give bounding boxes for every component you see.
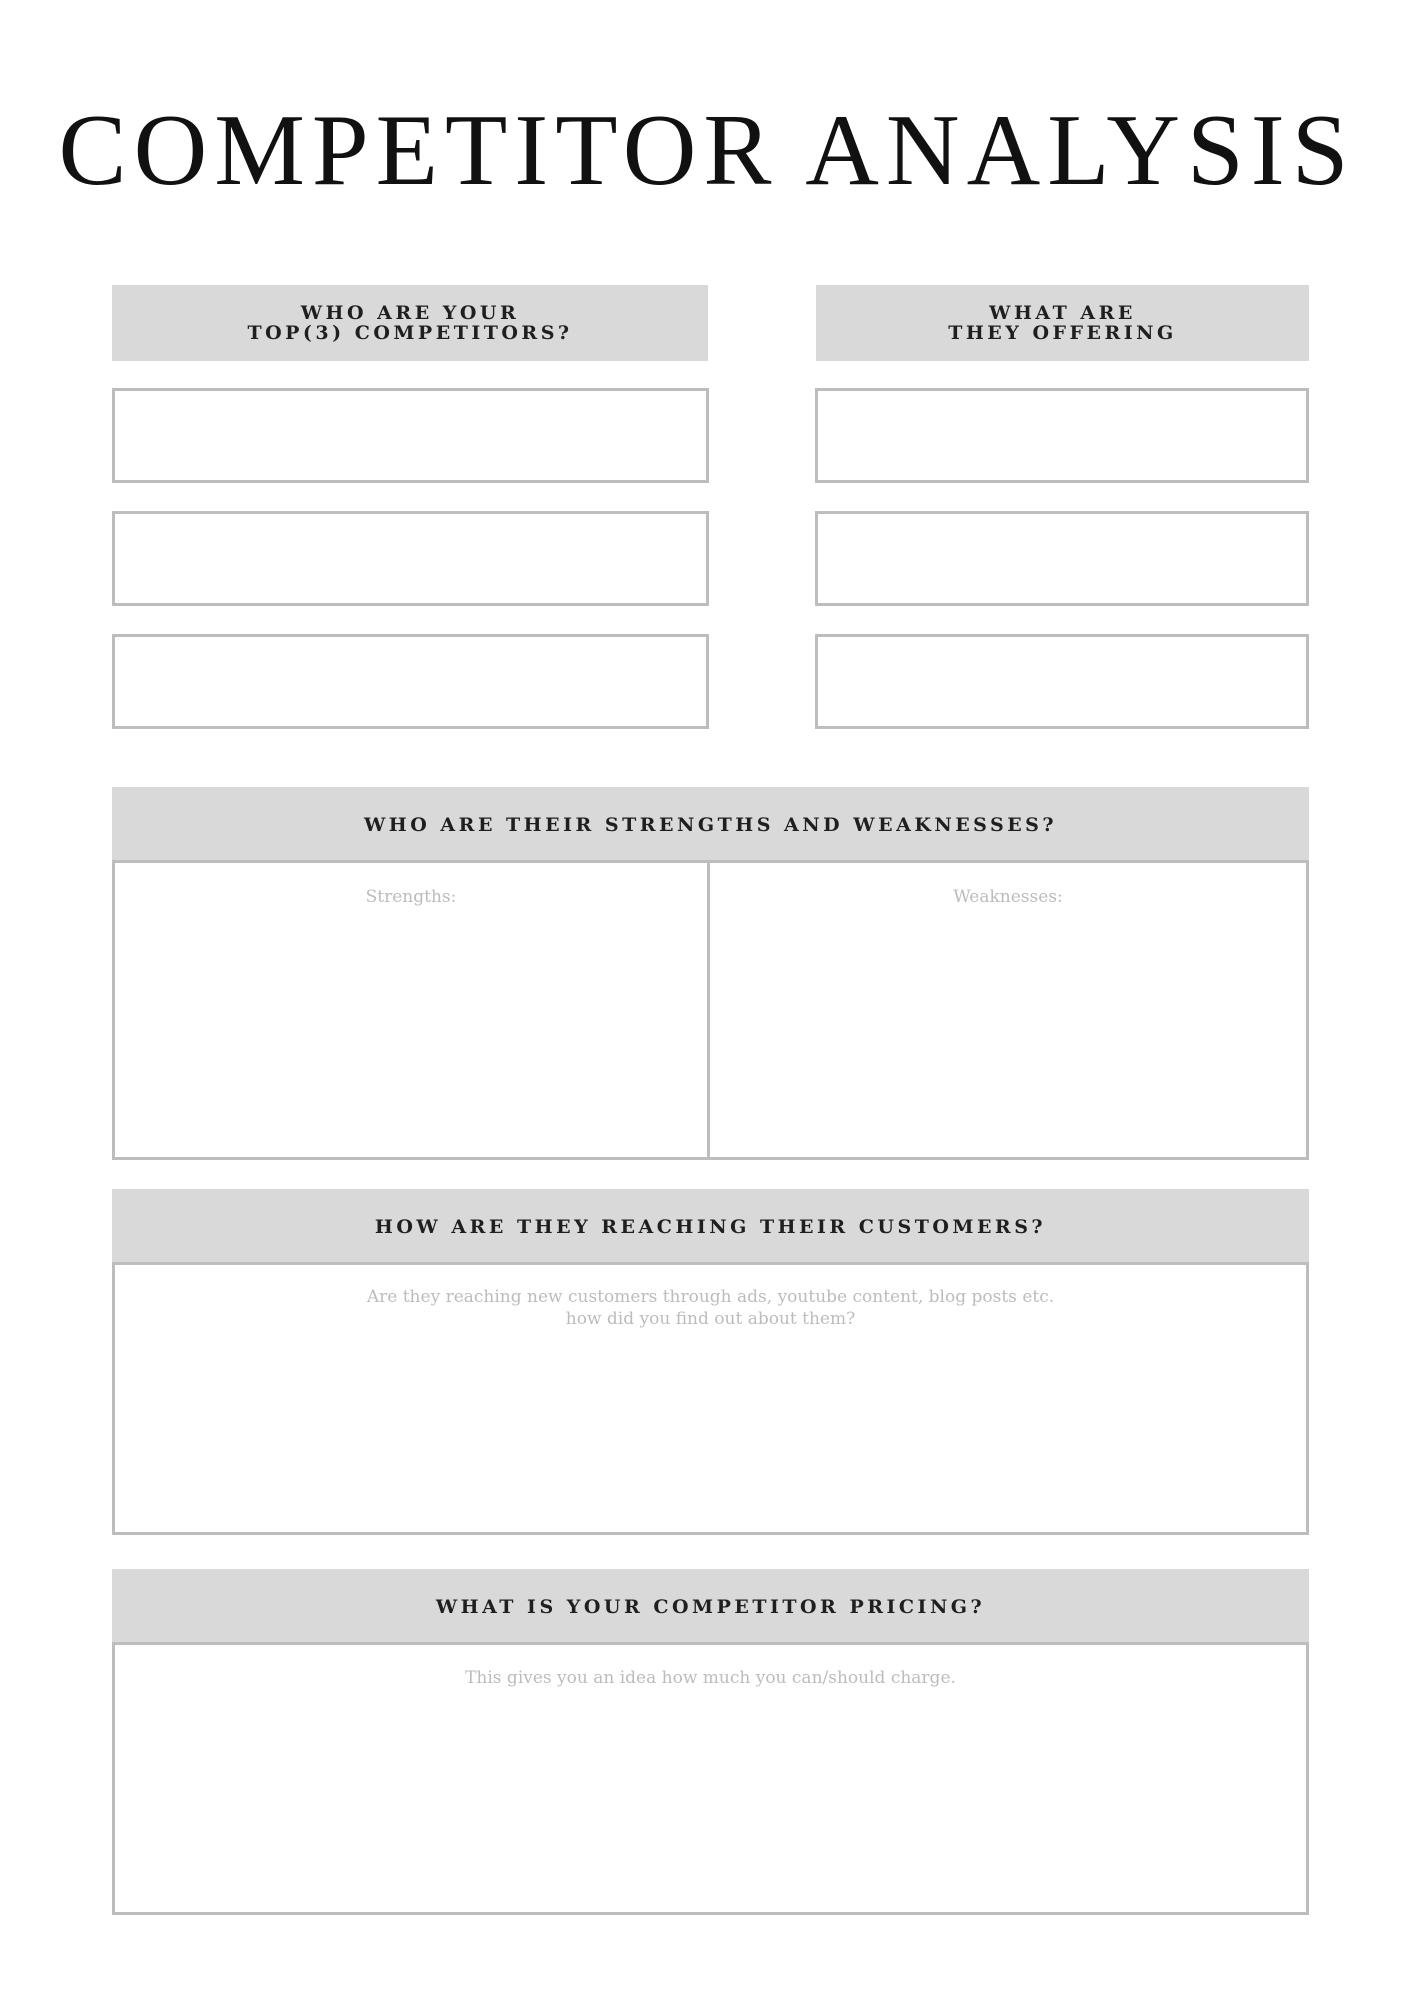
competitor-field-3[interactable] — [112, 634, 709, 729]
offering-header — [816, 285, 1309, 361]
pricing-hint: This gives you an idea how much you can/should charge. — [465, 1668, 956, 1688]
reaching-customers-hint-line1: Are they reaching new customers through ads, youtube content, blog posts etc. — [366, 1287, 1055, 1307]
weaknesses-label: Weaknesses: — [953, 887, 1063, 907]
page-title: COMPETITOR ANALYSIS — [58, 94, 1356, 207]
reaching-customers-header — [112, 1189, 1309, 1265]
reaching-customers-hint-line2: how did you find out about them? — [565, 1309, 856, 1329]
strengths-weaknesses-header — [112, 787, 1309, 863]
competitors-header-line2: TOP(3) COMPETITORS? — [247, 322, 573, 344]
pricing-header — [112, 1569, 1309, 1645]
competitor-field-2[interactable] — [112, 511, 709, 606]
offering-header-line2: THEY OFFERING — [948, 322, 1177, 344]
competitors-header-line1: WHO ARE YOUR — [300, 302, 520, 324]
strengths-weaknesses-header-text: WHO ARE THEIR STRENGTHS AND WEAKNESSES? — [363, 814, 1058, 836]
strengths-field[interactable] — [112, 860, 710, 1160]
pricing-field[interactable] — [112, 1642, 1309, 1915]
competitor-field-1[interactable] — [112, 388, 709, 483]
strengths-label: Strengths: — [365, 887, 457, 907]
reaching-customers-field[interactable] — [112, 1262, 1309, 1535]
offering-field-2[interactable] — [815, 511, 1309, 606]
competitors-header — [112, 285, 708, 361]
pricing-header-text: WHAT IS YOUR COMPETITOR PRICING? — [435, 1596, 986, 1618]
reaching-customers-header-text: HOW ARE THEY REACHING THEIR CUSTOMERS? — [374, 1216, 1047, 1238]
offering-field-3[interactable] — [815, 634, 1309, 729]
offering-field-1[interactable] — [815, 388, 1309, 483]
weaknesses-field[interactable] — [707, 860, 1309, 1160]
offering-header-line1: WHAT ARE — [989, 302, 1136, 324]
